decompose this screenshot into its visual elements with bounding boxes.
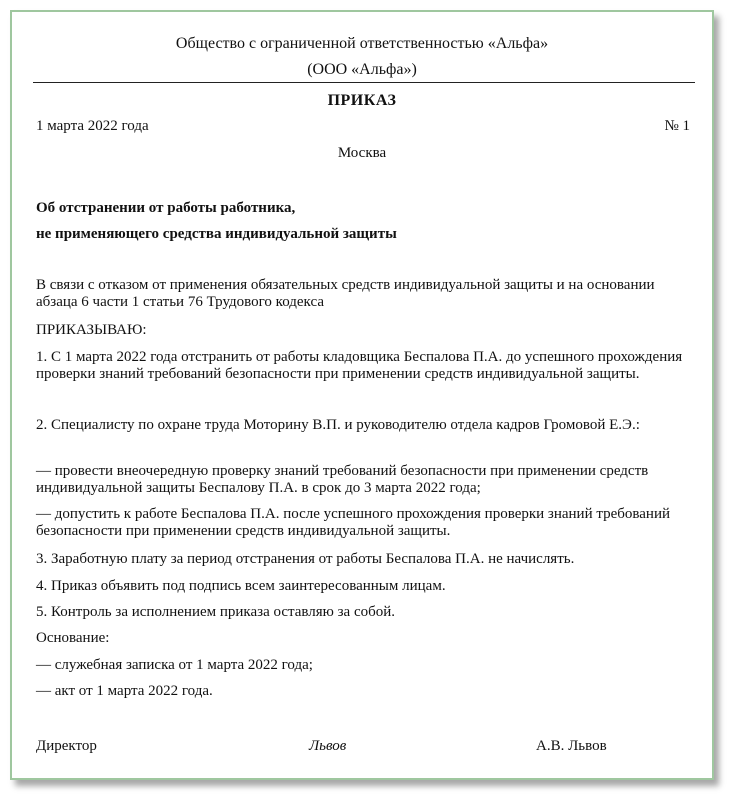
subject-line-2: не применяющего средства индивидуальной защиты bbox=[36, 226, 397, 242]
order-item-4: 4. Приказ объявить под подпись всем заинтересованным лицам. bbox=[36, 578, 446, 594]
intro-paragraph: В связи с отказом от применения обязательных средств индивидуальной защиты и на основании абзаца 6 части 1 статьи 76 Трудового кодекса bbox=[36, 277, 655, 310]
basis-item-1: — служебная записка от 1 марта 2022 года; bbox=[36, 657, 313, 673]
document-page bbox=[10, 10, 714, 780]
order-item-1: 1. С 1 марта 2022 года отстранить от работы кладовщика Беспалова П.А. до успешного прохождения проверки знаний требований безопасности при применении средств индивидуальной защиты. bbox=[36, 349, 683, 382]
document-number: № 1 bbox=[664, 118, 690, 134]
basis-label: Основание: bbox=[36, 630, 110, 646]
document-city: Москва bbox=[337, 145, 387, 161]
order-item-3: 3. Заработную плату за период отстранения от работы Беспалова П.А. не начислять. bbox=[36, 551, 575, 567]
order-item-5: 5. Контроль за исполнением приказа оставляю за собой. bbox=[36, 604, 396, 620]
subject-line-1: Об отстранении от работы работника, bbox=[36, 200, 296, 216]
organization-name: Общество с ограниченной ответственностью «Альфа» bbox=[175, 35, 549, 52]
order-item-2-subitem-a: — провести внеочередную проверку знаний требований безопасности при применении средств индивидуальной защиты Беспалову П.А. в срок до 3 марта 2022 года; bbox=[36, 463, 649, 496]
document-date: 1 марта 2022 года bbox=[36, 118, 149, 134]
order-item-2: 2. Специалисту по охране труда Моторину В.П. и руководителю отдела кадров Громовой Е.Э.: bbox=[36, 417, 640, 433]
order-item-2-subitem-b: — допустить к работе Беспалова П.А. после успешного прохождения проверки знаний требований безопасности при применении средств индивидуальной защиты. bbox=[36, 506, 671, 539]
signer-name: А.В. Львов bbox=[536, 738, 607, 754]
basis-item-2: — акт от 1 марта 2022 года. bbox=[36, 683, 213, 699]
signer-position: Директор bbox=[36, 738, 97, 754]
header-divider bbox=[33, 82, 695, 83]
decree-heading: ПРИКАЗЫВАЮ: bbox=[36, 322, 147, 338]
organization-short-name: (ООО «Альфа») bbox=[307, 61, 417, 78]
handwritten-signature: Львов bbox=[309, 738, 347, 754]
document-title: ПРИКАЗ bbox=[327, 92, 397, 109]
